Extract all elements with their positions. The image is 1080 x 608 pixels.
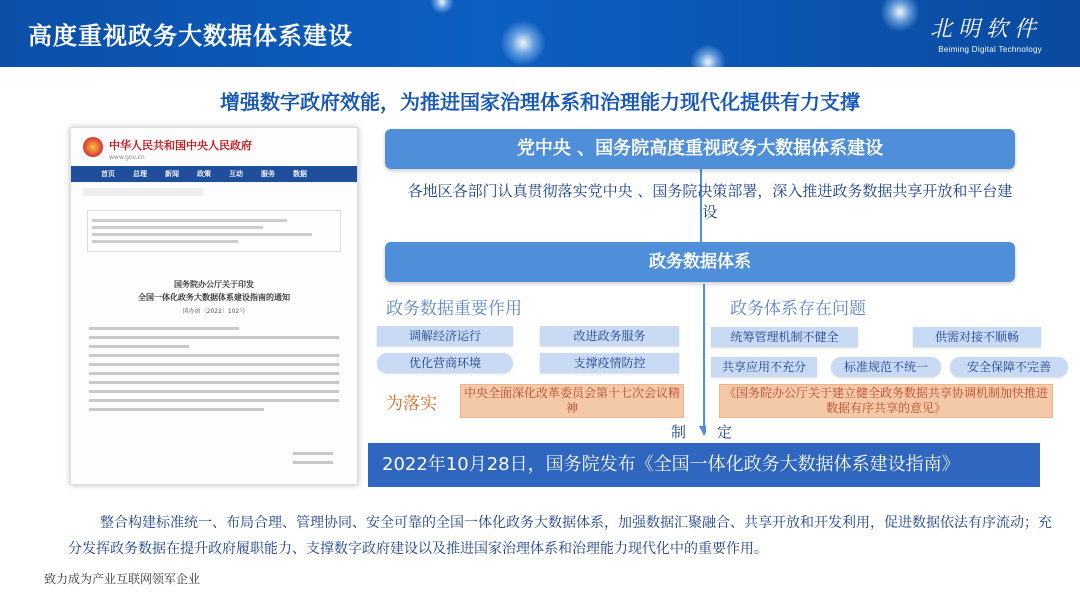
role-tag: 改进政务服务 [540,326,679,346]
top-bar: 党中央 、国务院高度重视政务大数据体系建设 [385,129,1015,169]
doc-body-text [89,327,339,411]
issue-tag: 统筹管理机制不健全 [711,327,858,347]
summary-text: 整合构建标准统一、布局合理、管理协同、安全可靠的全国一体化政务大数据体系，加强数据汇聚融合、共享开放和开发利用，促进数据依法有序流动；充分发挥政务数据在提升政府履职能力、支撑数字政府建设以及推进国家治理体系和治理能力现代化中的重要作用。 [68,515,1052,557]
doc-nav-item: 首页 [101,170,115,178]
role-tag: 调解经济运行 [377,326,513,346]
doc-nav-item: 总理 [133,170,147,178]
logo-mark: 北明软件 [929,17,1042,42]
doc-site-url: www.gov.cn [109,153,145,161]
doc-site-name: 中华人民共和国中央人民政府 [109,138,252,152]
doc-title-line: 全国一体化政务大数据体系建设指南的通知 [138,293,290,302]
light-glow [690,44,726,67]
doc-title [71,278,357,304]
document-thumbnail [70,127,358,485]
release-announcement: 2022年10月28日，国务院发布《全国一体化政务大数据体系建设指南》 [368,443,1040,487]
header-banner [0,0,1080,67]
doc-breadcrumb [83,188,203,196]
doc-nav-item: 数据 [293,170,307,178]
page-title: 高度重视政务大数据体系建设 [28,22,353,50]
role-tag: 支撑疫情防控 [540,353,679,373]
doc-title-line: 国务院办公厅关于印发 [174,280,254,289]
formulate-char: 制 [671,423,687,441]
formulate-char: 定 [717,423,733,441]
doc-nav-item: 新闻 [165,170,179,178]
role-tag: 优化营商环境 [377,353,513,373]
doc-meta-table [87,210,341,252]
right-section-title: 政务体系存在问题 [730,299,866,319]
light-glow [880,0,920,32]
logo-subtitle: Beiming Digital Technology [938,45,1042,54]
issue-tag: 供需对接不顺畅 [913,327,1041,347]
light-glow [500,20,546,66]
implement-label: 为落实 [386,394,437,414]
national-emblem-icon [83,137,103,157]
middle-bar: 政务数据体系 [385,242,1015,282]
reform-meeting-box: 中央全面深化改革委员会第十七次会议精神 [460,384,684,418]
company-logo [930,12,1042,54]
guideline-opinion-box: 《国务院办公厅关于建立健全政务数据共享协调机制加快推进数据有序共享的意见》 [719,384,1053,418]
footer-slogan: 致力成为产业互联网领军企业 [44,572,201,586]
doc-nav-item: 政策 [197,170,211,178]
doc-header [71,128,357,166]
issue-tag: 安全保障不完善 [950,357,1068,377]
policy-description: 各地区各部门认真贯彻落实党中央 、国务院决策部署，深入推进政务数据共享开放和平台建设 [407,182,1013,221]
doc-nav-item: 服务 [261,170,275,178]
doc-nav-item: 互动 [229,170,243,178]
doc-number: 国办函〔2022〕102号 [182,308,246,315]
issue-tag: 共享应用不充分 [711,357,817,377]
issue-tag: 标准规范不统一 [831,357,941,377]
doc-nav-bar [71,166,357,182]
slide-subtitle: 增强数字政府效能，为推进国家治理体系和治理能力现代化提供有力支撑 [220,90,860,114]
down-arrow-icon [696,284,706,436]
left-section-title: 政务数据重要作用 [386,299,522,319]
doc-signature [293,446,333,470]
light-glow [430,0,454,14]
